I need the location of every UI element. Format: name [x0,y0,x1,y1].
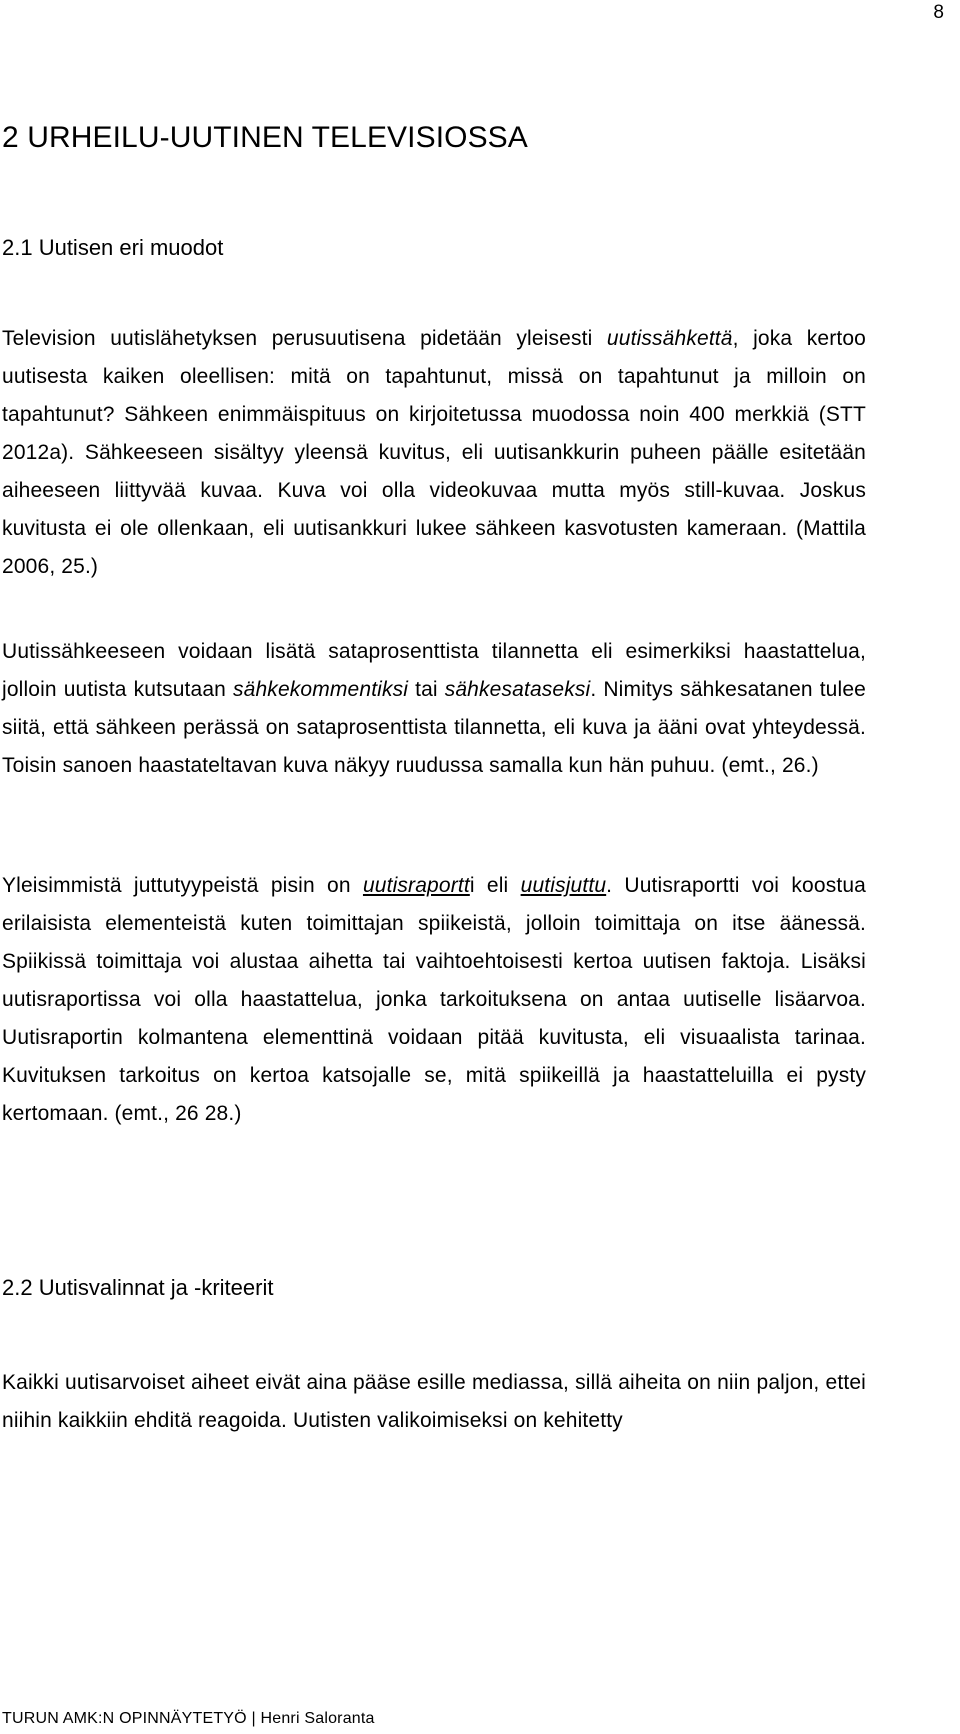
text-run: . Nimitys sähkesatanen tulee siitä, että sähkeen perässä on sataprosenttista tilannetta, eli kuva ja ääni ovat yhteydessä. Toisin sanoen haastateltavan kuva näkyy ruudussa samalla kun hän puhuu. (emt., 26.) [2,678,866,777]
text-run: Television uutislähetyksen perusuutisena pidetään yleisesti [2,327,607,350]
emphasis-term: uutissähkettä [606,327,733,350]
paragraph-3 [2,867,866,1133]
paragraph-1 [2,320,866,586]
underlined-term: uutisraportt [362,874,470,897]
text-run: Yleisimmistä juttutyypeistä pisin on [2,874,363,897]
text-run: Kaikki uutisarvoiset aiheet eivät aina pääse esille mediassa, sillä aiheita on niin paljon, ettei niihin kaikkiin ehditä reagoida. Uutisten valikoimiseksi on kehitetty [2,1371,866,1432]
emphasis-term: sähkesataseksi [444,678,591,701]
section-heading-2-2: 2.2 Uutisvalinnat ja -kriteerit [2,1275,274,1300]
paragraph-2 [2,633,866,785]
page-number: 8 [933,2,944,23]
text-run: tai [408,678,445,701]
text-run: Uutissähkeeseen voidaan lisätä sataprosenttista tilannetta eli esimerkiksi haastattelua, jolloin uutista kutsutaan [2,640,866,701]
emphasis-term: sähkekommentiksi [232,678,409,701]
section-heading-2-1: 2.1 Uutisen eri muodot [2,235,224,260]
paragraph-4 [2,1364,866,1440]
footer: TURUN AMK:N OPINNÄYTETYÖ | Henri Saloranta [2,1710,375,1727]
text-run: , joka kertoo uutisesta kaiken oleellisen: mitä on tapahtunut, missä on tapahtunut ja milloin on tapahtunut? Sähkeen enimmäispituus on kirjoitetussa muodossa noin 400 merkkiä (STT 2012a). Sähkeeseen sisältyy yleensä kuvitus, eli uutisankkurin puheen päälle esitetään aiheeseen liittyvää kuvaa. Kuva voi olla videokuvaa mutta myös still-kuvaa. Joskus kuvitusta ei ole ollenkaan, eli uutisankkuri lukee sähkeen kasvotusten kameraan. (Mattila 2006, 25.) [2,327,866,578]
text-run: i eli [469,874,521,897]
chapter-heading: 2 URHEILU-UUTINEN TELEVISIOSSA [2,121,528,154]
underlined-term: uutisjuttu [520,874,607,897]
text-run: . Uutisraportti voi koostua erilaisista elementeistä kuten toimittajan spiikeistä, jolloin toimittaja on itse äänessä. Spiikissä toimittaja voi alustaa aihetta tai vaihtoehtoisesti kertoa uutisen faktoja. Lisäksi uutisraportissa voi olla haastattelua, jonka tarkoituksena on antaa uutiselle lisäarvoa. Uutisraportin kolmantena elementtinä voidaan pitää kuvitusta, eli visuaalista tarinaa. Kuvituksen tarkoitus on kertoa katsojalle se, mitä spiikeillä ja haastatteluilla ei pysty kertomaan. (emt., 26 28.) [2,874,866,1125]
